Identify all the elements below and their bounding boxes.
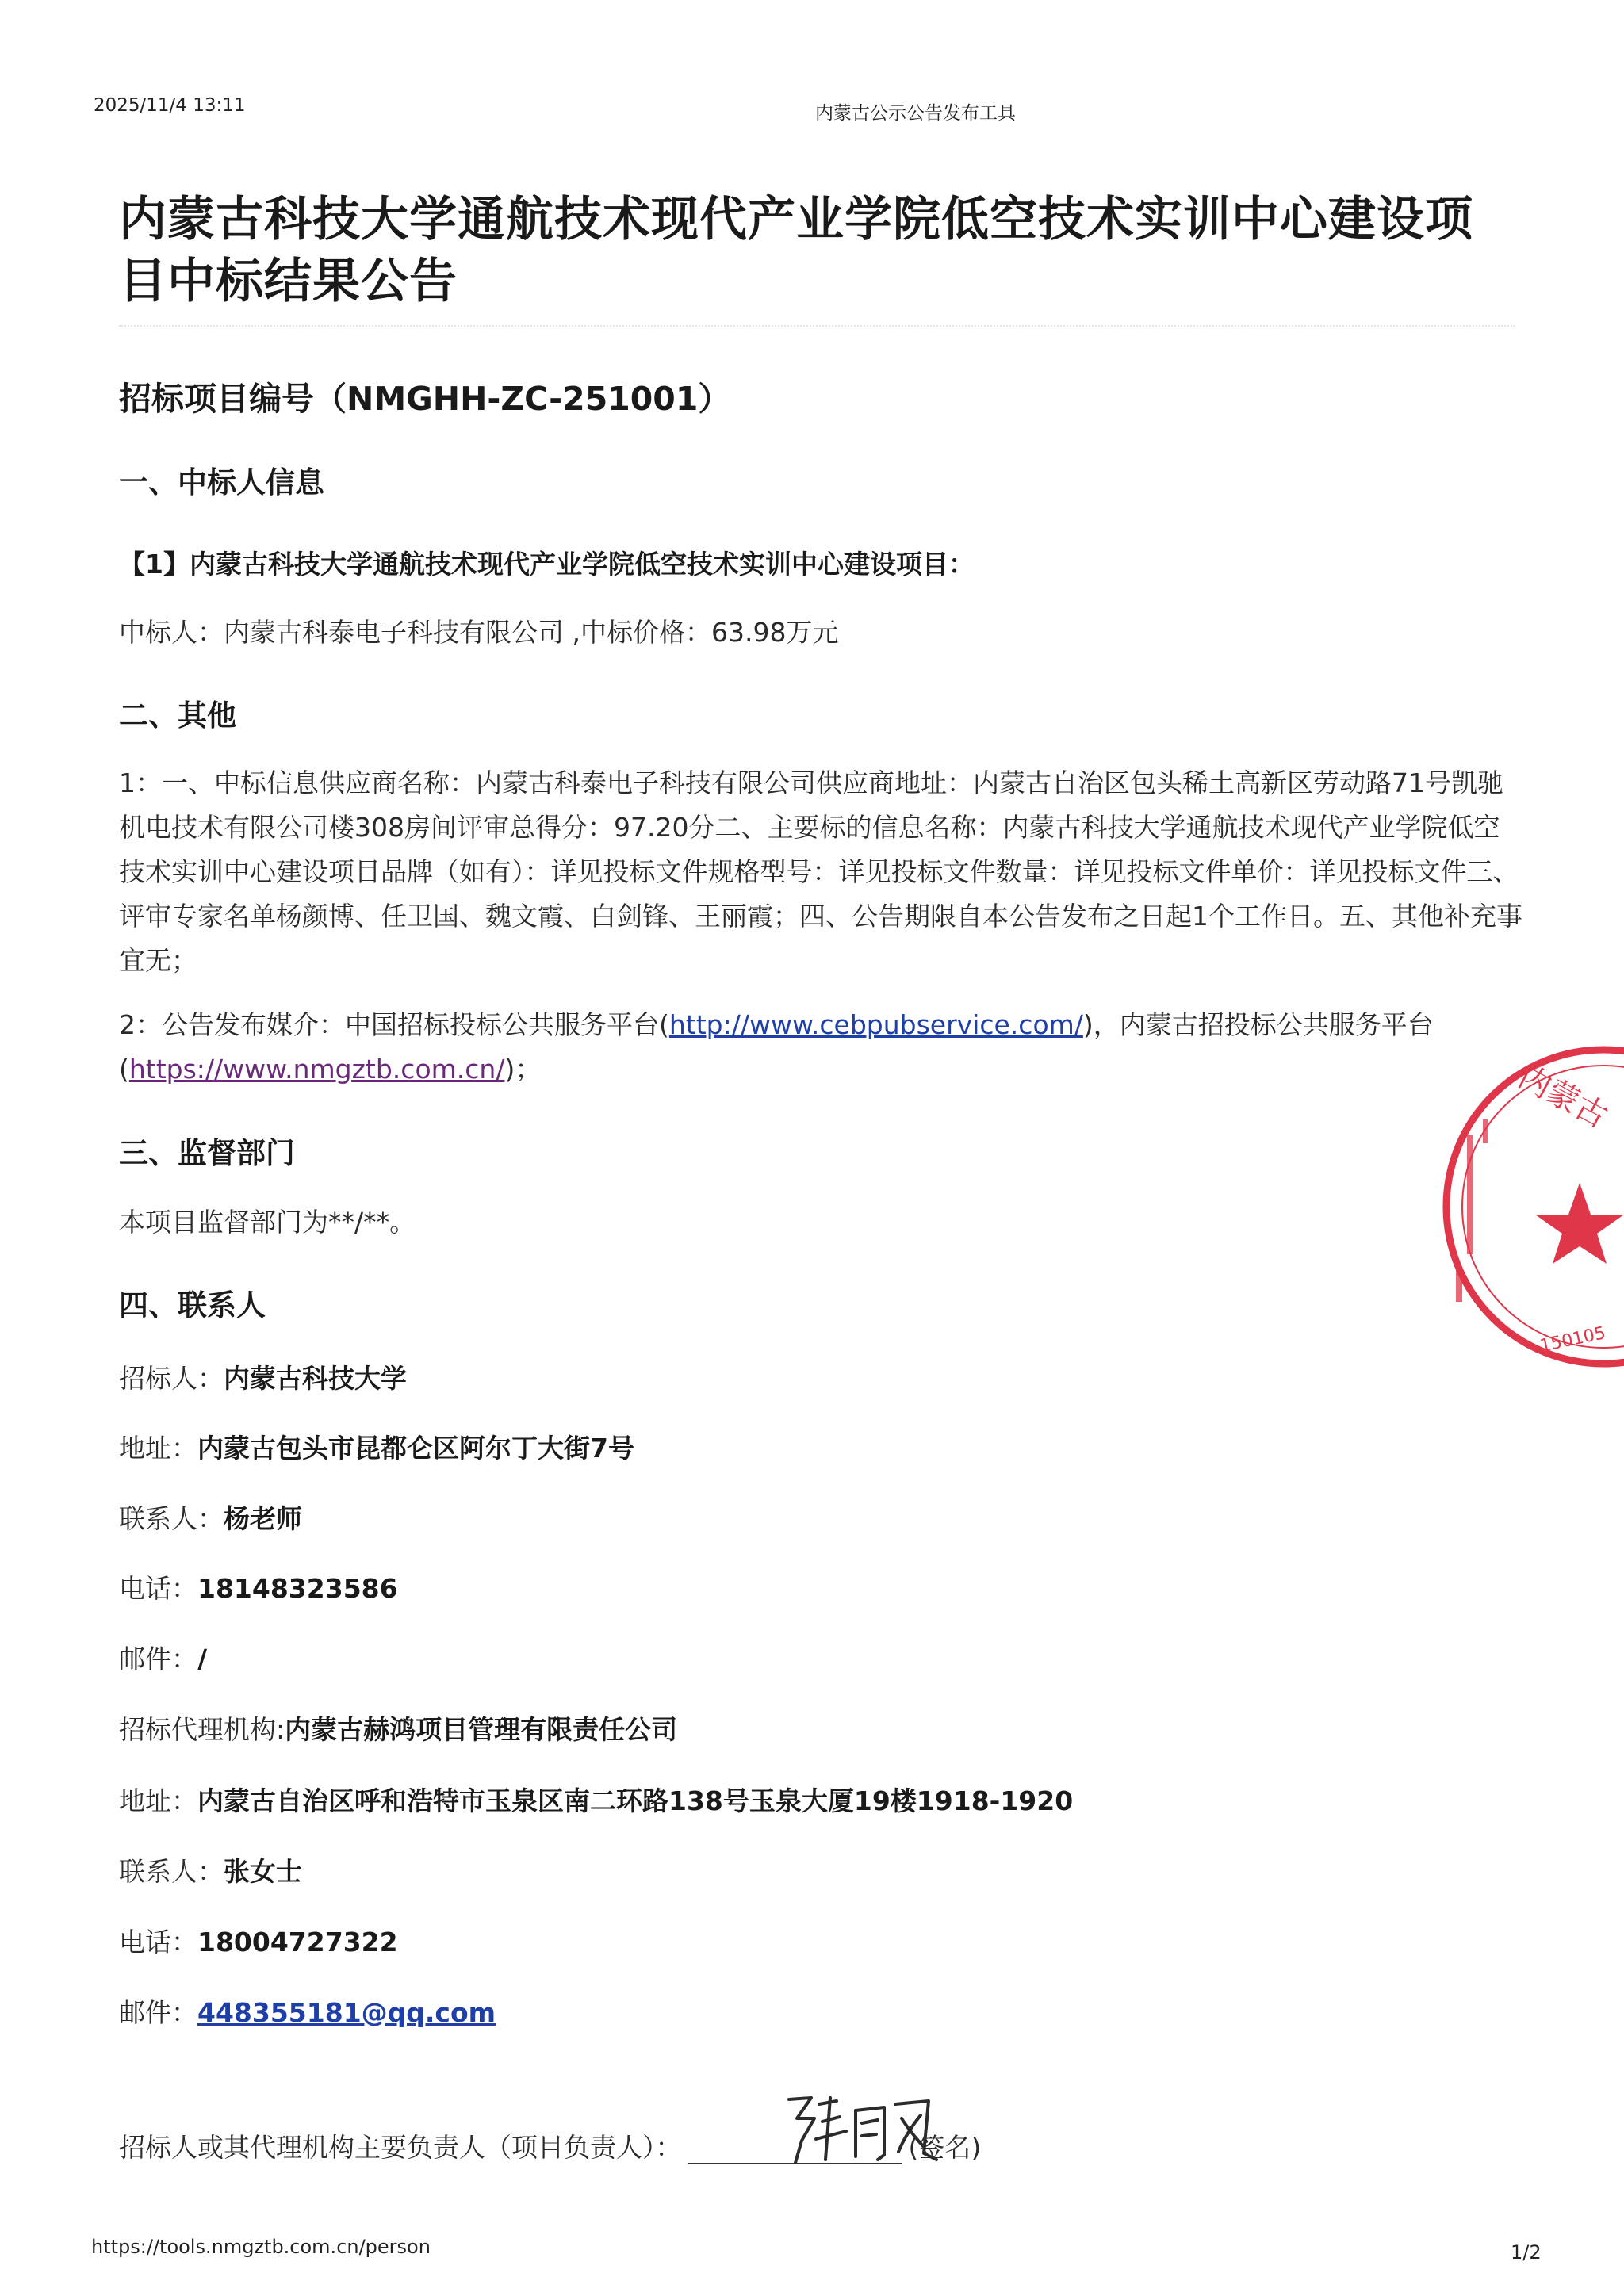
other-item-1: 1：一、中标信息供应商名称：内蒙古科泰电子科技有限公司供应商地址：内蒙古自治区包头稀土高新区劳动路71号凯驰机电技术有限公司楼308房间评审总得分：97.20分二、主要标的信息名称：内蒙古科技大学通航技术现代产业学院低空技术实训中心建设项目品牌（如有）：详见投标文件规格型号：详见投标文件数量：详见投标文件单价：详见投标文件三、评审专家名单杨颜博、任卫国、魏文霞、白剑锋、王丽霞；四、公告期限自本公告发布之日起1个工作日。五、其他补充事宜无； [119, 767, 1522, 976]
email2-link[interactable]: 448355181@qq.com [197, 1997, 496, 2028]
email2-line: 邮件：448355181@qq.com [119, 1997, 496, 2028]
address2-value: 内蒙古自治区呼和浩特市玉泉区南二环路138号玉泉大厦19楼1918-1920 [197, 1785, 1074, 1816]
print-datetime: 2025/11/4 13:11 [94, 95, 246, 116]
contact1-value: 杨老师 [224, 1503, 302, 1534]
phone1-line: 电话：18148323586 [119, 1573, 398, 1604]
title-divider [119, 325, 1515, 327]
agency-value: 内蒙古赫鸿项目管理有限责任公司 [285, 1714, 678, 1745]
phone2-line: 电话：18004727322 [119, 1927, 398, 1957]
document-title: 内蒙古科技大学通航技术现代产业学院低空技术实训中心建设项目中标结果公告 [119, 192, 1473, 309]
other-item-2 [119, 1003, 1522, 1092]
contact2-line: 联系人：张女士 [119, 1856, 302, 1887]
section-heading-other: 二、其他 [119, 698, 236, 733]
tenderer-value: 内蒙古科技大学 [224, 1363, 407, 1394]
handwritten-signature [773, 2084, 948, 2171]
media-middle: )，内蒙古招投标公共服务平台( [119, 1009, 1434, 1085]
agency-line: 招标代理机构:内蒙古赫鸿项目管理有限责任公司 [119, 1714, 678, 1745]
phone2-value: 18004727322 [197, 1927, 398, 1957]
media-suffix: )； [504, 1054, 542, 1085]
lot-title: 【1】内蒙古科技大学通航技术现代产业学院低空技术实训中心建设项目： [119, 549, 975, 580]
email1-line: 邮件：/ [119, 1644, 208, 1674]
contact1-line: 联系人：杨老师 [119, 1503, 302, 1534]
signature-line: 招标人或其代理机构主要负责人（项目负责人）： (签名) [119, 2132, 982, 2163]
section-heading-supervision: 三、监督部门 [119, 1136, 295, 1170]
footer-url: https://tools.nmgztb.com.cn/person [91, 2236, 431, 2258]
seal-number: 150105 [1538, 1323, 1608, 1357]
nmgztb-link[interactable]: https://www.nmgztb.com.cn/ [128, 1054, 505, 1085]
email1-value: / [197, 1644, 208, 1674]
winner-line: 中标人：内蒙古科泰电子科技有限公司 ,中标价格：63.98万元 [119, 617, 839, 648]
section-heading-contacts: 四、联系人 [119, 1288, 266, 1322]
address2-line: 地址：内蒙古自治区呼和浩特市玉泉区南二环路138号玉泉大厦19楼1918-1920 [119, 1785, 1074, 1816]
address1-line: 地址：内蒙古包头市昆都仑区阿尔丁大街7号 [119, 1433, 634, 1464]
project-number: 招标项目编号（NMGHH-ZC-251001） [119, 380, 731, 418]
media-prefix: 2：公告发布媒介：中国招标投标公共服务平台( [119, 1009, 669, 1040]
address1-value: 内蒙古包头市昆都仑区阿尔丁大街7号 [197, 1433, 634, 1464]
contact2-value: 张女士 [224, 1856, 302, 1887]
tenderer-line: 招标人：内蒙古科技大学 [119, 1363, 407, 1394]
phone1-value: 18148323586 [197, 1573, 398, 1604]
supervision-text: 本项目监督部门为**/**。 [119, 1207, 416, 1238]
official-seal [1421, 1032, 1624, 1381]
section-heading-winner: 一、中标人信息 [119, 465, 324, 499]
page-number: 1/2 [1511, 2241, 1542, 2263]
print-tool-name: 内蒙古公示公告发布工具 [815, 103, 1016, 124]
seal-text: 内蒙古 [1512, 1058, 1614, 1136]
cebpubservice-link[interactable]: http://www.cebpubservice.com/ [668, 1009, 1083, 1040]
